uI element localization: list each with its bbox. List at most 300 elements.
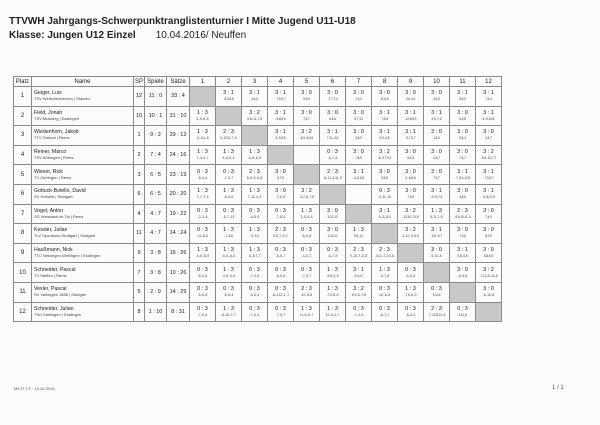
match-score: 3 : 0 (457, 188, 468, 195)
match-set-details: 4,5,6 (251, 97, 258, 102)
match-cell (294, 243, 320, 263)
table-row (14, 165, 502, 185)
match-set-details: -7,-8,-4 (249, 312, 260, 317)
rank-cell: 4 (14, 145, 32, 165)
match-set-details: 6,-8,-9,-6,-8 (246, 175, 263, 180)
match-score: 3 : 1 (275, 90, 286, 97)
match-set-details: 8,7,5 (277, 175, 284, 180)
match-set-details: 4,5,7 (433, 156, 440, 161)
match-score: 0 : 3 (327, 247, 338, 254)
games-cell: 6 : 5 (145, 184, 167, 204)
match-cell (294, 145, 320, 165)
match-score: 3 : 0 (353, 109, 364, 116)
player-club: TSG Esslingen | Esslingen (34, 311, 82, 317)
match-score: 3 : 2 (405, 207, 416, 214)
match-cell (476, 204, 502, 224)
match-score: 3 : 0 (483, 227, 494, 234)
match-cell (320, 126, 346, 146)
match-set-details: -8,-11,-8,11,-9 (323, 175, 342, 180)
match-set-details: 8,-5,-7,-8 (430, 214, 443, 219)
games-cell: 2 : 9 (145, 282, 167, 302)
match-cell (242, 204, 268, 224)
match-cell (424, 145, 450, 165)
seed-cell: 10 (134, 106, 145, 126)
match-score: 3 : 0 (483, 207, 494, 214)
match-score: 3 : 1 (483, 90, 494, 97)
match-cell (268, 204, 294, 224)
match-set-details: -3,-8,5,8 (353, 175, 364, 180)
match-set-details: -8,9,-6,-7,8 (351, 293, 366, 298)
match-set-details: 4,8,9 (355, 136, 362, 141)
col-header-opponent: 2 (216, 77, 242, 87)
match-score: 3 : 1 (275, 109, 286, 116)
match-cell (398, 165, 424, 185)
match-set-details: -8,-5,-6 (223, 195, 234, 200)
match-cell (320, 145, 346, 165)
match-set-details: 6,-5,5,5 (275, 136, 286, 141)
sets-cell: 10 : 26 (167, 263, 190, 283)
match-set-details: -10,-8,-6 (378, 293, 391, 298)
match-score: 0 : 3 (301, 227, 312, 234)
match-set-details: -6,-6,-8 (457, 273, 468, 278)
match-set-details: -8,-6,-2 (405, 312, 416, 317)
match-cell (294, 263, 320, 283)
match-score: 0 : 3 (327, 149, 338, 156)
player-name: Schneider, Pascal (34, 266, 76, 273)
match-score: 3 : 0 (431, 149, 442, 156)
match-score: 3 : 0 (483, 129, 494, 136)
match-cell (450, 126, 476, 146)
seed-cell: 2 (134, 145, 145, 165)
match-set-details: -10,-5,-8 (300, 293, 313, 298)
match-set-details: -3,-11,-10 (378, 195, 391, 200)
match-cell (268, 224, 294, 244)
match-score: 1 : 3 (249, 188, 260, 195)
match-cell (346, 145, 372, 165)
match-cell (268, 106, 294, 126)
match-score: 3 : 0 (483, 286, 494, 293)
match-score: 0 : 3 (405, 266, 416, 273)
match-score: 1 : 3 (249, 227, 260, 234)
match-cell (398, 87, 424, 107)
match-set-details: -6,-9,7,9,2 (377, 156, 392, 161)
match-cell (372, 126, 398, 146)
match-set-details: -7,-4,-5 (353, 312, 364, 317)
rank-cell: 2 (14, 106, 32, 126)
player-name: Gottuck-Botello, David (34, 188, 86, 195)
rank-cell: 10 (14, 263, 32, 283)
match-set-details: 5,5,5 (407, 156, 414, 161)
match-set-details: 3,4,7 (485, 136, 492, 141)
match-score: 3 : 1 (249, 90, 260, 97)
match-set-details: -7,-8,4,12,5 (454, 175, 471, 180)
col-header-opponent: 12 (476, 77, 502, 87)
rank-cell: 11 (14, 282, 32, 302)
match-cell (268, 126, 294, 146)
match-set-details: 7,9,8 (459, 234, 466, 239)
match-cell (320, 263, 346, 283)
match-score: 3 : 0 (327, 90, 338, 97)
match-score: 3 : 1 (457, 90, 468, 97)
match-cell (476, 243, 502, 263)
match-set-details: -7,9,5,7 (483, 175, 494, 180)
match-set-details: 9,9,-4,8 (379, 136, 390, 141)
match-set-details: 6,8,-6,8 (457, 254, 468, 259)
match-cell (216, 87, 242, 107)
match-cell (242, 302, 268, 322)
match-set-details: -6,-5,4,-8 (196, 136, 209, 141)
page-number: 1 / 1 (552, 385, 564, 391)
match-cell (216, 302, 242, 322)
match-score: 3 : 0 (405, 188, 416, 195)
match-set-details: -5,-7,-13 (222, 214, 235, 219)
match-score: 1 : 3 (301, 305, 312, 312)
col-header-opponent: 7 (346, 77, 372, 87)
match-cell (424, 302, 450, 322)
match-set-details: 6,-10,-6 (431, 254, 442, 259)
match-set-details: -7,-8,8 (224, 234, 233, 239)
match-set-details: 9,-10,-7,-5,-8 (349, 254, 368, 259)
match-score: 3 : 1 (353, 266, 364, 273)
match-cell (294, 106, 320, 126)
match-score: 2 : 3 (249, 168, 260, 175)
class-line (9, 30, 246, 41)
match-score: 3 : 0 (457, 266, 468, 273)
match-cell (372, 184, 398, 204)
match-set-details: -9,4,4,7 (353, 273, 364, 278)
match-set-details: -7,-8,-7 (275, 312, 286, 317)
match-set-details: -8,-7,-7 (379, 312, 390, 317)
self-match-cell (190, 87, 216, 107)
player-name: Reiner, Marco (34, 149, 67, 156)
match-score: 2 : 3 (353, 247, 364, 254)
match-set-details: -6,9,-9,7 (431, 234, 442, 239)
match-score: 3 : 1 (379, 129, 390, 136)
match-cell (294, 87, 320, 107)
match-set-details: -6,-7,-5 (327, 156, 338, 161)
match-cell (398, 204, 424, 224)
match-set-details: 12,-8,-4,-7 (325, 312, 340, 317)
match-set-details: -7,-5,-7 (223, 175, 234, 180)
match-cell (398, 106, 424, 126)
match-score: 2 : 3 (379, 247, 390, 254)
match-score: 3 : 1 (405, 129, 416, 136)
results-body (14, 87, 502, 322)
match-score: 1 : 3 (197, 129, 208, 136)
match-cell (450, 224, 476, 244)
match-cell (268, 302, 294, 322)
match-score: 0 : 3 (405, 305, 416, 312)
match-set-details: 7,5,7 (433, 175, 440, 180)
match-score: 3 : 2 (379, 149, 390, 156)
match-set-details: -8,11,-7,-10,-8 (375, 254, 394, 259)
match-score: 1 : 3 (353, 227, 364, 234)
page-title: TTVWH Jahrgangs-Schwerpunktranglistenturnier I Mitte Jugend U11-U18 (9, 16, 356, 27)
seed-cell: 3 (134, 165, 145, 185)
match-score: 0 : 3 (197, 207, 208, 214)
self-match-cell (216, 106, 242, 126)
match-set-details: -6,-5,-6,-5 (248, 156, 261, 161)
match-score: 2 : 3 (223, 129, 234, 136)
player-club: TSV Böbingen | Rems (34, 155, 74, 161)
match-set-details: 1,8,3 (433, 136, 440, 141)
player-cell (32, 106, 134, 126)
match-set-details: -5,-6,-4 (249, 293, 260, 298)
match-set-details: 5,11,-6,-7,8 (247, 116, 262, 121)
match-score: 3 : 0 (457, 227, 468, 234)
match-cell (242, 243, 268, 263)
match-cell (346, 126, 372, 146)
match-score: 1 : 3 (197, 149, 208, 156)
match-cell (398, 302, 424, 322)
sets-cell: 24 : 16 (167, 145, 190, 165)
match-score: 3 : 0 (405, 149, 416, 156)
match-score: 2 : 3 (457, 207, 468, 214)
match-cell (294, 224, 320, 244)
games-cell: 6 : 5 (145, 165, 167, 185)
date-place: 10.04.2016/ Neuffen (155, 30, 247, 41)
rank-cell: 7 (14, 204, 32, 224)
match-score: 1 : 3 (223, 188, 234, 195)
col-header-opponent: 3 (242, 77, 268, 87)
match-score: 1 : 3 (431, 207, 442, 214)
match-set-details: 5,6,4,5 (405, 97, 416, 102)
match-score: 0 : 3 (249, 207, 260, 214)
match-cell (190, 165, 216, 185)
match-cell (346, 243, 372, 263)
match-set-details: 7,4,5 (485, 214, 492, 219)
match-set-details: 7,5,7 (459, 156, 466, 161)
match-score: 3 : 0 (353, 129, 364, 136)
match-score: 3 : 0 (353, 90, 364, 97)
match-cell (242, 106, 268, 126)
match-score: 3 : 0 (431, 90, 442, 97)
match-set-details: 5,7,13 (354, 116, 363, 121)
match-cell (294, 126, 320, 146)
match-set-details: -7,-8,-9 (275, 214, 286, 219)
match-score: 0 : 3 (223, 207, 234, 214)
match-cell (450, 145, 476, 165)
match-cell (372, 243, 398, 263)
match-score: 0 : 3 (197, 227, 208, 234)
match-score: 3 : 1 (353, 168, 364, 175)
match-cell (320, 243, 346, 263)
self-match-cell (242, 126, 268, 146)
games-cell: 3 : 8 (145, 263, 167, 283)
self-match-cell (346, 204, 372, 224)
match-score: 3 : 1 (327, 129, 338, 136)
match-cell (450, 87, 476, 107)
match-cell (424, 126, 450, 146)
games-cell: 4 : 7 (145, 204, 167, 224)
match-cell (242, 87, 268, 107)
match-set-details: -6,8,8,6 (275, 116, 286, 121)
rank-cell: 9 (14, 243, 32, 263)
player-cell (32, 184, 134, 204)
match-set-details: 2,3,4 (355, 97, 362, 102)
match-score: 3 : 2 (483, 149, 494, 156)
match-set-details: -7,10,-8,-10,8 (479, 273, 498, 278)
match-cell (398, 145, 424, 165)
match-score: 3 : 2 (301, 188, 312, 195)
match-cell (216, 263, 242, 283)
match-set-details: -5,-4,-6 (197, 273, 208, 278)
seed-cell: 12 (134, 87, 145, 107)
match-score: 3 : 0 (379, 168, 390, 175)
match-cell (372, 302, 398, 322)
player-name: Wieser, Rick (34, 168, 63, 175)
match-set-details: -7,-5,-6 (249, 273, 260, 278)
match-cell (424, 224, 450, 244)
games-cell: 11 : 0 (145, 87, 167, 107)
match-score: 1 : 3 (223, 305, 234, 312)
match-set-details: 5,5,5 (459, 97, 466, 102)
footer-left: MKTT | © · 10.04.2016 (14, 386, 55, 391)
match-set-details: -5,-6,-5,-9 (196, 254, 209, 259)
match-cell (450, 263, 476, 283)
player-club: TSV Musberg | Esslingen (34, 115, 80, 121)
match-set-details: -4,-6,-7 (301, 254, 312, 259)
match-score: 0 : 3 (223, 168, 234, 175)
match-set-details: 4,6,9 (433, 97, 440, 102)
player-club: TTV Gmünd | Rems (34, 135, 70, 141)
match-cell (320, 224, 346, 244)
sets-cell: 29 : 12 (167, 126, 190, 146)
match-score: 0 : 3 (249, 266, 260, 273)
match-score: 3 : 0 (379, 90, 390, 97)
col-header-spiele: Spiele (145, 77, 167, 87)
table-row (14, 204, 502, 224)
match-score: 0 : 3 (197, 286, 208, 293)
match-cell (242, 165, 268, 185)
match-score: 1 : 3 (197, 109, 208, 116)
match-set-details: -11,7,8,-7,8 (299, 195, 314, 200)
match-score: 3 : 0 (353, 149, 364, 156)
match-score: 1 : 3 (379, 266, 390, 273)
match-cell (372, 87, 398, 107)
seed-cell: 1 (134, 126, 145, 146)
match-cell (398, 184, 424, 204)
table-row (14, 302, 502, 322)
match-cell (346, 224, 372, 244)
table-row (14, 282, 502, 302)
self-match-cell (450, 282, 476, 302)
match-set-details: -7,-6,-9 (275, 195, 286, 200)
match-score: 3 : 0 (431, 168, 442, 175)
match-set-details: -6,-4,-8,-8 (222, 254, 235, 259)
match-set-details: 5,5,-11 (354, 234, 363, 239)
match-cell (190, 263, 216, 283)
match-score: 0 : 3 (275, 266, 286, 273)
match-cell (346, 87, 372, 107)
match-set-details: -5,-4,-6 (197, 175, 208, 180)
self-match-cell (372, 224, 398, 244)
self-match-cell (424, 263, 450, 283)
sets-cell: 16 : 26 (167, 243, 190, 263)
match-score: 3 : 0 (301, 109, 312, 116)
match-cell (190, 243, 216, 263)
games-cell: 3 : 8 (145, 243, 167, 263)
match-score: 0 : 3 (275, 247, 286, 254)
match-score: 3 : 1 (431, 109, 442, 116)
match-cell (476, 165, 502, 185)
match-set-details: 8,9,9 (485, 234, 492, 239)
match-cell (424, 204, 450, 224)
match-score: 0 : 3 (249, 305, 260, 312)
match-cell (268, 184, 294, 204)
match-score: 0 : 3 (275, 286, 286, 293)
col-header-opponent: 10 (424, 77, 450, 87)
match-set-details: -6,-10,-8 (482, 293, 495, 298)
match-set-details: 7,6,4 (485, 97, 492, 102)
sets-cell: 20 : 20 (167, 184, 190, 204)
match-score: 1 : 3 (405, 286, 416, 293)
match-cell (424, 243, 450, 263)
match-set-details: 6,-8,6,6 (405, 175, 416, 180)
match-cell (242, 263, 268, 283)
table-row (14, 145, 502, 165)
match-set-details: -7,7,7,4 (327, 97, 338, 102)
match-cell (320, 204, 346, 224)
match-score: 2 : 3 (301, 286, 312, 293)
match-cell (294, 302, 320, 322)
sets-cell: 31 : 10 (167, 106, 190, 126)
match-cell (190, 184, 216, 204)
player-cell (32, 224, 134, 244)
match-cell (372, 204, 398, 224)
match-score: 0 : 3 (301, 266, 312, 273)
player-cell (32, 87, 134, 107)
col-header-opponent: 8 (372, 77, 398, 87)
table-row (14, 106, 502, 126)
match-cell (450, 302, 476, 322)
sets-cell: 8 : 31 (167, 302, 190, 322)
games-cell: 9 : 2 (145, 126, 167, 146)
match-cell (450, 243, 476, 263)
rank-cell: 1 (14, 87, 32, 107)
match-cell (320, 106, 346, 126)
match-score: 3 : 1 (457, 247, 468, 254)
match-score: 3 : 0 (483, 247, 494, 254)
match-cell (424, 87, 450, 107)
player-name: Kessler, Julian (34, 227, 68, 234)
match-cell (372, 145, 398, 165)
match-cell (216, 165, 242, 185)
match-set-details: -6,-7,-9 (327, 254, 338, 259)
match-score: 3 : 1 (431, 188, 442, 195)
match-cell (320, 165, 346, 185)
match-set-details: -6,-5,7,-7 (248, 254, 261, 259)
match-cell (294, 184, 320, 204)
match-set-details: -6,-5,-6 (275, 273, 286, 278)
match-set-details: 5,5,8 (459, 116, 466, 121)
match-set-details: 7,5,7 (303, 116, 310, 121)
player-club: TTC Netzingen-Wellingen | Esslingen (34, 253, 101, 259)
match-set-details: 6,-6,-9,-4 (222, 156, 235, 161)
match-score: 3 : 1 (483, 168, 494, 175)
match-cell (346, 302, 372, 322)
match-set-details: -5,-5,11,5 (378, 214, 391, 219)
match-set-details: -6,-8,12,9 (482, 195, 495, 200)
match-cell (372, 106, 398, 126)
match-score: 3 : 0 (405, 168, 416, 175)
player-club: TV Gerlingen | Rems (34, 174, 72, 180)
match-set-details: 11,-6,-5,-7 (299, 312, 314, 317)
match-set-details: -9,5,-10,7,7 (480, 156, 497, 161)
match-set-details: -5,-5,-4 (223, 293, 234, 298)
match-set-details: -6,9,-6,6,9 (299, 136, 314, 141)
table-row (14, 243, 502, 263)
